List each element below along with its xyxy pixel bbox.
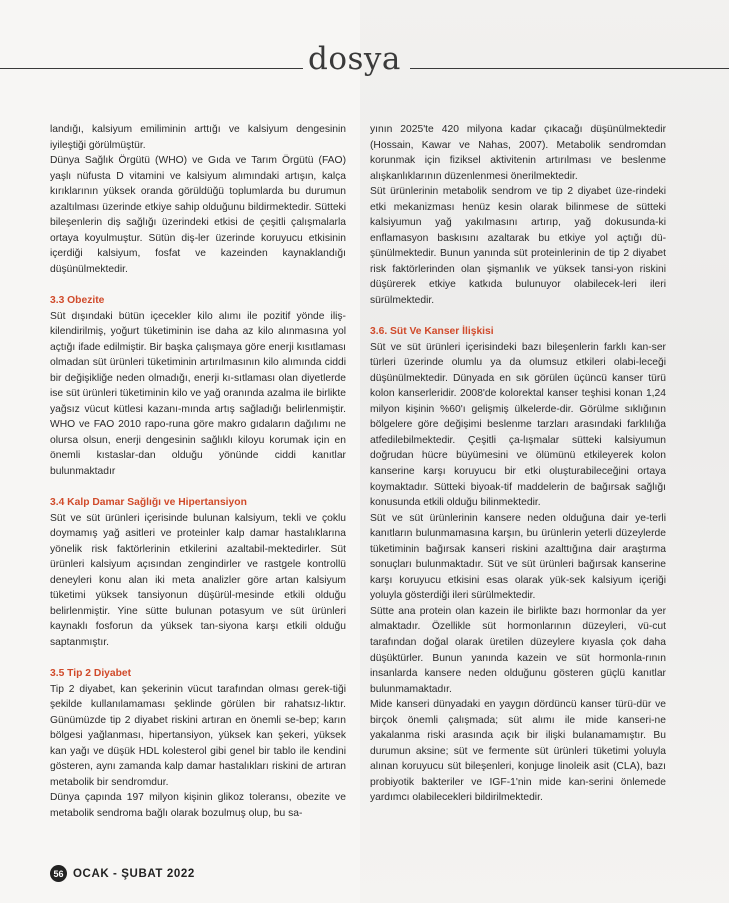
page-number: 56 (50, 865, 67, 882)
right-column (370, 122, 666, 806)
left-column (50, 122, 346, 821)
header-rule-left (0, 68, 303, 69)
paragraph: Süt ve süt ürünlerinin kansere neden olduğuna dair ye-terli kanıtların bulunmamasına karşın, bu ürünlerin yeterli düzeylerde tüketiminin bağırsak kanseri riskini azalttığına dair araştırma sonuçları bulunmaktadır. Süt ve süt ürünleri bağırsak kanserine karşı koruyucu etkisini esas olarak yük-sek kalsiyum içeriği yoluyla gösterdiği ileri sürülmektedir. (370, 512, 666, 602)
paragraph: Dünya Sağlık Örgütü (WHO) ve Gıda ve Tarım Örgütü (FAO) yaşlı nüfusta D vitamini ve kalsiyum alımındaki artışın, kalça kırıklarının yüksek oranda görüldüğü toplumlarda bu durumun azaltılması üzerinde etkiye sahip olduğunu bildirmektedir. Sütteki bileşenlerin diş sağlığı üzerindeki etkisi de çeşitli çalışmalarla ortaya koyulmuştur. Sütün diş-ler üzerinde koruyucu etkisinin içerdiği kalsiyum, fosfat ve kazeinden kaynaklandığı düşünülmektedir. (50, 155, 346, 275)
section-heading: 3.3 Obezite (50, 294, 105, 306)
header-rule-right (410, 68, 729, 69)
paragraph: Süt ürünlerinin metabolik sendrom ve tip 2 diyabet üze-rindeki etki mekanizması henüz kesin olarak bilinmese de sütteki kalsiyumun yağ yakılmasını artırıp, yağ dokusunda-ki enflamasyon baskısını azaltarak bu etkiye yol açtığı dü-şünülmektedir. Bunun yanında süt proteinlerinin de tip 2 diyabet risk faktörlerinden olan şişmanlık ve yüksek tansi-yon riskini düşürerek etkiye katkıda bulunuyor olabilecek-leri ileri sürülmektedir. (370, 186, 666, 307)
paragraph: Süt ve süt ürünleri içerisinde bulunan kalsiyum, tekli ve çoklu doymamış yağ asitleri ve proteinler kalp damar hastalıklarına yönelik risk faktörlerinin etkilerini azaltabil-mektedirler. Süt ürünleri kalsiyum açısından zengindirler ve rastgele kontrollü deneyleri konu alan iki meta analizler göre artan kalsiyum tüketimi yüksek tansiyonun düşürül-mesinde etkili olduğu belirlenmiştir. Yine sütte bulunan potasyum ve süt ürünleri kaynaklı fosforun da yüksek tan-siyona karşı etkili olduğu saptanmıştır. (50, 512, 346, 648)
section-heading: 3.5 Tip 2 Diyabet (50, 668, 132, 679)
paragraph: Tip 2 diyabet, kan şekerinin vücut tarafından olması gerek-tiği şekilde kullanılamaması şeklinde görülen bir rahatsız-lıktır. Günümüzde tip 2 diyabet riskini artıran en önemli se-bep; karın bölgesi yağlanması, hipertansiyon, yüksek kan şekeri, yüksek kan yağı ve düşük HDL kolesterol gibi genel bir tablo ile kendini gösteren, aynı zamanda kalp damar hastalıkları riskini de artıran metabolik bir sendromdur. (50, 683, 346, 788)
issue-label: OCAK - ŞUBAT 2022 (73, 867, 195, 880)
paragraph: Süt dışındaki bütün içecekler kilo alımı ile pozitif yönde iliş-kilendirilmiş, yoğurt tüketiminin ise daha az kilo alınmasına yol açtığı ifade edilmiştir. Bir başka çalışmaya göre enerji kısıtlaması olmadan süt ürünleri tüketiminin artırılmasının kilo alımında ciddi bir değişikliğe neden olmadığı, enerji kı-sıtlaması olan diyetlerde ise süt ürünleri tüketiminin kilo ve yağ oranında azalma ile birlikte yağsız vücut kütlesi kazanı-mında artış sağladığı belirlenmiştir. WHO ve FAO 2010 rapo-runa göre makro gıdaların dağılımı ne olursa olsun, enerji dengesinin sağlıklı kiloyu korumak için en önemli kıstaslar-dan olduğu yönünde ciddi kanıtlar bulunmaktadır (50, 310, 346, 477)
section-heading: 3.4 Kalp Damar Sağlığı ve Hipertansiyon (50, 497, 247, 509)
paragraph: Dünya çapında 197 milyon kişinin glikoz toleransı, obezite ve metabolik sendroma bağlı olarak bozulmuş olup, bu sa- (50, 792, 346, 819)
paragraph: yının 2025'te 420 milyona kadar çıkacağı düşünülmektedir (Hossain, Kawar ve Nahas, 2007). Metabolik sendromdan korunmak için fiziksel aktivitenin artırılması ve beslenme alışkanlıklarının düzenlenmesi önerilmektedir. (370, 124, 666, 182)
section-heading: 3.6. Süt Ve Kanser İlişkisi (370, 326, 494, 338)
paragraph: Mide kanseri dünyadaki en yaygın dördüncü kanser türü-dür ve birçok önemli çalışmada; süt alımı ile mide kanseri-ne yakalanma riski arasında açık bir ilişki bulanamamıştır. Bu durumun aksine; süt ve fermente süt ürünleri tüketimi yoluyla alınan koruyucu süt bileşenleri, konjuge linoleik asit (CLA), bazı probiyotik bakteriler ve IGF-1'nin mide kan-serini önlemede yardımcı olabilecekleri bildirilmektedir. (370, 699, 666, 804)
paragraph: landığı, kalsiyum emiliminin arttığı ve kalsiyum dengesinin iyileştiği görülmüştür. (50, 124, 346, 151)
page-footer (50, 865, 195, 882)
section-label: dosya (308, 41, 401, 77)
paragraph: Sütte ana protein olan kazein ile birlikte bazı hormonlar da yer almaktadır. Özellikle süt hormonlarının düzeyleri, vü-cut tarafından doğal olarak üretilen düzeylere kıyasla çok daha düşüktürler. Bunun yanında kazein ve süt hormonla-rının insanlarda kansere neden olduğunu gösteren güçlü kanıtlar bulunmamaktadır. (370, 605, 666, 695)
paragraph: Süt ve süt ürünleri içerisindeki bazı bileşenlerin farklı kan-ser türleri üzerinde olumlu ya da olumsuz etkileri olabi-leceği düşünülmektedir. Dünyada en sık görülen üçüncü kanser türü kolon kanserleridir. 2008'de kolorektal kanser teşhisi konan 1,24 milyon kişinin %60'ı gelişmiş ülkelerde-dir. Görülme sıklığının bölgelere göre değişimi beslenme tarzları arasındaki farklılığa atfedilebilmektedir. Çeşitli ça-lışmalar sütteki kalsiyumun doğrudan hücre büyümesini ve ölümünü etkileyerek kolon kanserine karşı koruyucu bir etki oluşturabileceğini ortaya koymaktadır. Sütteki biyoak-tif maddelerin de bağırsak sağlığı konusunda etkili olduğu bilinmektedir. (370, 341, 666, 509)
